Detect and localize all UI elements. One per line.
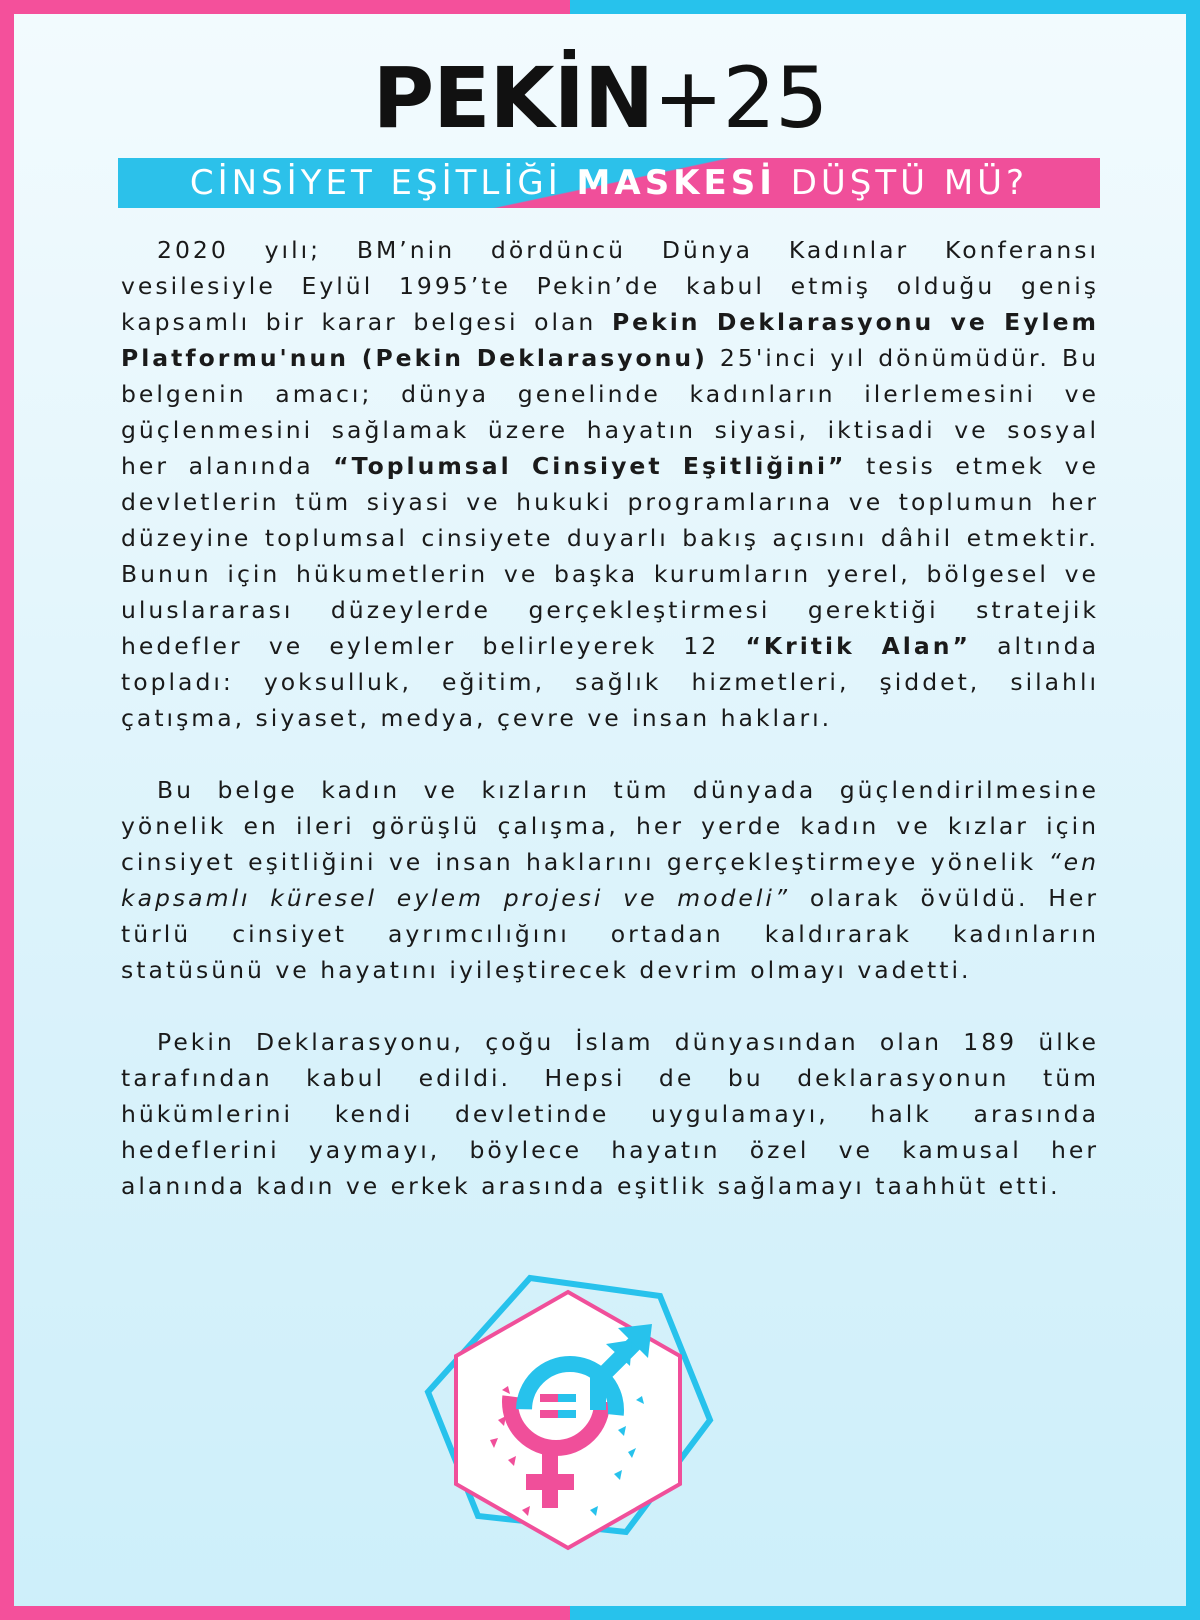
frame-top-blue [570,0,1200,14]
paragraph-2 [121,772,1099,988]
p1-bold-1: Pekin Deklarasyonu ve Eylem Platformu'nun (Pekin Deklarasyonu) [121,308,1100,372]
p1-text-1: 2020 yılı; BM’nin dördüncü Dünya Kadınlar Konferansı vesilesiyle Eylül 1995’te Pekin’de kabul etmiş olduğu geniş kapsamlı bir karar belgesi olan [121,236,1099,336]
p2-text-2: olarak övüldü. Her türlü cinsiyet ayrımcılığını ortadan kaldırarak kadınların statüsünü ve hayatını iyileştirecek devrim olmayı vadetti. [121,884,1099,984]
gender-equality-icon [418,1270,718,1590]
page-title [0,48,1200,148]
subtitle-ribbon [118,158,1100,208]
p1-text-3: tesis etmek ve devletlerin tüm siyasi ve hukuki programlarına ve toplumun her düzeyine toplumsal cinsiyete duyarlı bakış açısını dâhil etmektir. Bunun için hükumetlerin ve başka kurumların yerel, bölgesel ve uluslararası düzeylerde gerçekleştirmesi gerektiği stratejik hedefler ve eylemler belirleyerek 12 [121,452,1100,660]
p1-bold-3: “Kritik Alan” [745,632,971,660]
p2-text-1: Bu belge kadın ve kızların tüm dünyada güçlendirilmesine yönelik en ileri görüşlü çalışma, her yerde kadın ve kızlar için cinsiyet eşitliğini ve insan haklarını gerçekleştirmeye yönelik [121,776,1099,876]
subtitle-part-1: CİNSİYET EŞİTLİĞİ [189,163,577,203]
p3-text-1: Pekin Deklarasyonu, çoğu İslam dünyasından olan 189 ülke tarafından kabul edildi. Hepsi de bu deklarasyonun tüm hükümlerini kendi devletinde uygulamayı, halk arasında hedeflerini yaymayı, böylece hayatın özel ve kamusal her alanında kadın ve erkek arasında eşitlik sağlamayı taahhüt etti. [121,1028,1099,1200]
title-suffix: +25 [653,49,828,147]
frame-left-pink [0,0,14,1620]
frame-top-pink [0,0,570,14]
paragraph-3 [121,1024,1099,1204]
article-body [121,232,1099,1240]
p2-italic-1: “en kapsamlı küresel eylem projesi ve modeli” [121,848,1099,912]
frame-right-blue [1186,0,1200,1620]
subtitle-part-bold: MASKESİ [576,163,776,203]
title-main: PEKİN [372,49,654,147]
paragraph-1 [121,232,1099,736]
p1-text-4: altında topladı: yoksulluk, eğitim, sağlık hizmetleri, şiddet, silahlı çatışma, siyaset, medya, çevre ve insan hakları. [121,632,1099,732]
subtitle-part-3: DÜŞTÜ MÜ? [775,163,1029,203]
frame-bottom-blue [570,1606,1200,1620]
frame-bottom-pink [0,1606,570,1620]
p1-text-2: 25'inci yıl dönümüdür. Bu belgenin amacı; dünya genelinde kadınların ilerlemesini ve güçlenmesini sağlamak üzere hayatın siyasi, iktisadi ve sosyal her alanında [121,344,1099,480]
subtitle-text [118,158,1100,208]
p1-bold-2: “Toplumsal Cinsiyet Eşitliğini” [333,452,847,480]
